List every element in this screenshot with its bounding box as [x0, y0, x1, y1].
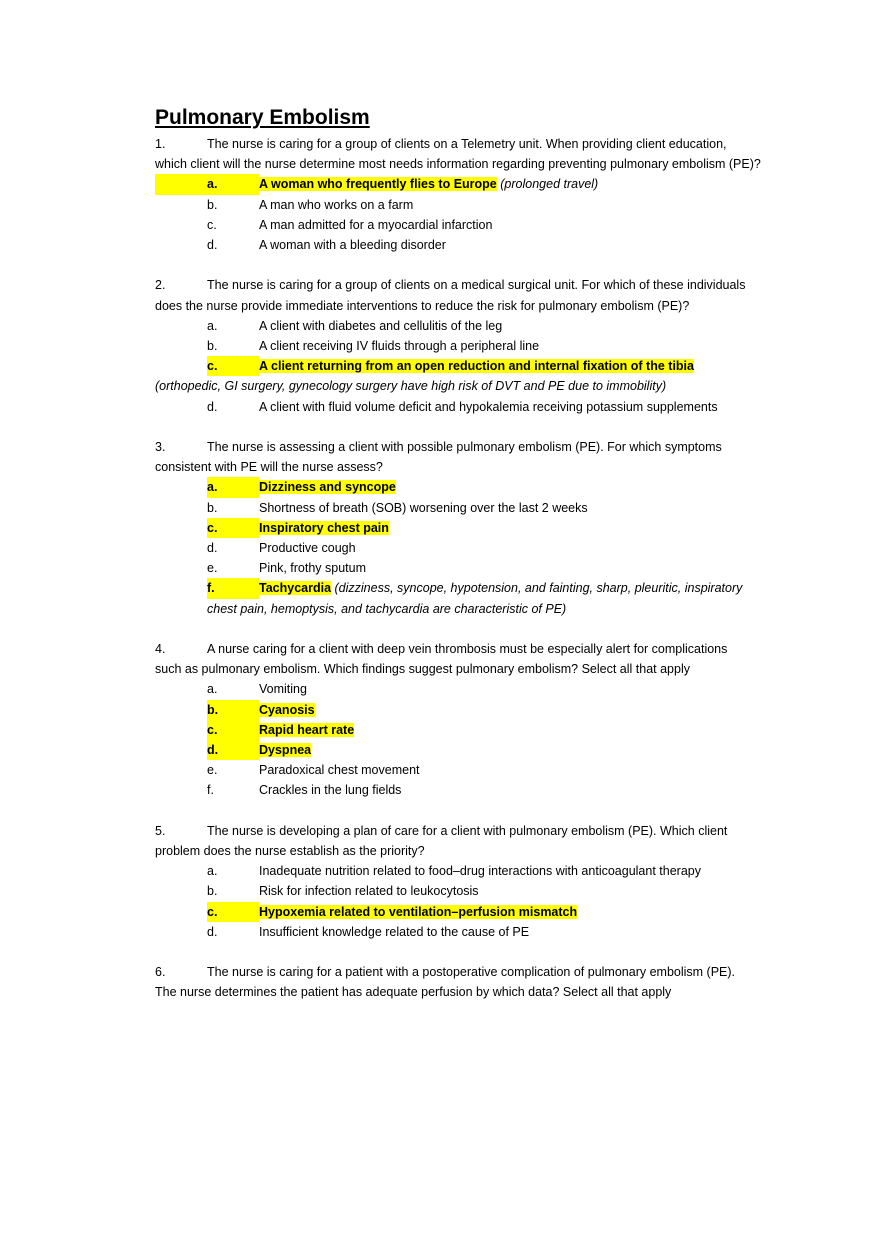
- option-text: Shortness of breath (SOB) worsening over the last 2 weeks: [259, 500, 588, 515]
- option-text: A man admitted for a myocardial infarction: [259, 217, 493, 232]
- option-letter: c.: [207, 902, 259, 922]
- option: [155, 336, 785, 356]
- option-text: Paradoxical chest movement: [259, 763, 420, 778]
- option-letter: c.: [207, 720, 259, 740]
- option-letter: d.: [207, 399, 218, 414]
- option-text: Crackles in the lung fields: [259, 783, 402, 798]
- option: [155, 235, 785, 255]
- option-text: Inspiratory chest pain: [259, 520, 389, 535]
- option-letter: b.: [207, 884, 218, 899]
- question-text: 4. A nurse caring for a client with deep vein thrombosis must be especially alert for complications: [155, 639, 785, 659]
- question-number: 1.: [155, 137, 166, 151]
- option-correct: [155, 578, 785, 598]
- option: [155, 316, 785, 336]
- option-correct: [155, 720, 785, 740]
- option-letter: f.: [207, 578, 259, 598]
- option-text: Cyanosis: [259, 702, 315, 717]
- question-number: 2.: [155, 278, 166, 293]
- question-4: [155, 639, 785, 801]
- question-1: [155, 134, 785, 255]
- question-text: 5. The nurse is developing a plan of care for a client with pulmonary embolism (PE). Which client: [155, 821, 785, 841]
- option-note: (dizziness, syncope, hypotension, and fainting, sharp, pleuritic, inspiratory: [334, 581, 743, 596]
- question-text: 2. The nurse is caring for a group of clients on a medical surgical unit. For which of these individuals: [155, 275, 785, 295]
- question-text: 1. The nurse is caring for a group of clients on a Telemetry unit. When providing client education,: [155, 134, 785, 154]
- option: [155, 780, 785, 800]
- option-text: Risk for infection related to leukocytosis: [259, 884, 479, 899]
- question-2: [155, 275, 785, 416]
- option: [155, 397, 785, 417]
- option: [155, 558, 785, 578]
- option-correct: [155, 356, 785, 376]
- question-text: 6. The nurse is caring for a patient with a postoperative complication of pulmonary embolism (PE).: [155, 962, 785, 982]
- question-text-continued: The nurse determines the patient has adequate perfusion by which data? Select all that apply: [155, 985, 672, 1000]
- option: [155, 195, 785, 215]
- question-number: 6.: [155, 965, 166, 980]
- option-correct: [155, 700, 785, 720]
- option-letter: c.: [207, 217, 217, 232]
- option-letter: e.: [207, 763, 218, 778]
- option-letter: a.: [155, 174, 259, 194]
- option-correct: [155, 477, 785, 497]
- question-text-continued: which client will the nurse determine most needs information regarding preventing pulmonary embolism (PE)?: [155, 157, 761, 172]
- option-text: A client receiving IV fluids through a peripheral line: [259, 339, 540, 354]
- option-note-continued: chest pain, hemoptysis, and tachycardia are characteristic of PE): [207, 601, 567, 616]
- option: [155, 861, 785, 881]
- option: [155, 498, 785, 518]
- option-text: Inadequate nutrition related to food–drug interactions with anticoagulant therapy: [259, 864, 701, 879]
- question-number: 4.: [155, 642, 166, 657]
- option-text: Tachycardia: [259, 581, 332, 596]
- option-correct: [155, 740, 785, 760]
- option-letter: d.: [207, 740, 259, 760]
- option-correct: [155, 518, 785, 538]
- question-number: 5.: [155, 823, 166, 838]
- option-note: (orthopedic, GI surgery, gynecology surgery have high risk of DVT and PE due to immobility): [155, 379, 667, 394]
- option: [155, 538, 785, 558]
- page-title: Pulmonary Embolism: [155, 106, 370, 129]
- question-text-continued: problem does the nurse establish as the priority?: [155, 844, 425, 859]
- question-text: 3. The nurse is assessing a client with possible pulmonary embolism (PE). For which symptoms: [155, 437, 785, 457]
- option: [155, 881, 785, 901]
- option-correct: [155, 174, 785, 194]
- option-letter: d.: [207, 541, 218, 556]
- option-text: A woman who frequently flies to Europe: [259, 177, 497, 192]
- option-letter: a.: [207, 864, 218, 879]
- option-correct: [155, 902, 785, 922]
- option-text: A woman with a bleeding disorder: [259, 238, 446, 253]
- option-text: Productive cough: [259, 541, 356, 556]
- option-letter: b.: [207, 500, 218, 515]
- option-letter: b.: [207, 197, 218, 212]
- question-6: [155, 962, 785, 1002]
- option-text: A man who works on a farm: [259, 197, 414, 212]
- question-text-continued: does the nurse provide immediate interventions to reduce the risk for pulmonary embolism (PE)?: [155, 298, 690, 313]
- option-letter: f.: [207, 783, 214, 798]
- option-letter: b.: [207, 339, 218, 354]
- option-text: Pink, frothy sputum: [259, 561, 366, 576]
- option-letter: a.: [207, 682, 218, 697]
- question-text-continued: such as pulmonary embolism. Which findings suggest pulmonary embolism? Select all that apply: [155, 662, 690, 677]
- option-text: Dizziness and syncope: [259, 480, 396, 495]
- option: [155, 760, 785, 780]
- option-note: (prolonged travel): [500, 177, 599, 192]
- option-letter: a.: [207, 477, 259, 497]
- option: [155, 679, 785, 699]
- option-letter: d.: [207, 238, 218, 253]
- document-page: [155, 104, 785, 1003]
- option-text: Vomiting: [259, 682, 307, 697]
- option-letter: b.: [207, 700, 259, 720]
- option-letter: c.: [207, 356, 259, 376]
- option-letter: d.: [207, 924, 218, 939]
- option-letter: e.: [207, 561, 218, 576]
- option-text: Rapid heart rate: [259, 722, 355, 737]
- question-number: 3.: [155, 440, 166, 455]
- question-3: [155, 437, 785, 619]
- option-letter: a.: [207, 318, 218, 333]
- option: [155, 922, 785, 942]
- question-5: [155, 821, 785, 942]
- option-text: Insufficient knowledge related to the cause of PE: [259, 924, 530, 939]
- option-text: A client with diabetes and cellulitis of the leg: [259, 318, 503, 333]
- question-text-continued: consistent with PE will the nurse assess?: [155, 460, 383, 475]
- option-text: Hypoxemia related to ventilation–perfusion mismatch: [259, 904, 578, 919]
- option-letter: c.: [207, 518, 259, 538]
- option: [155, 215, 785, 235]
- option-text: A client returning from an open reduction and internal fixation of the tibia: [259, 359, 694, 374]
- option-text: A client with fluid volume deficit and hypokalemia receiving potassium supplements: [259, 399, 718, 414]
- option-text: Dyspnea: [259, 743, 312, 758]
